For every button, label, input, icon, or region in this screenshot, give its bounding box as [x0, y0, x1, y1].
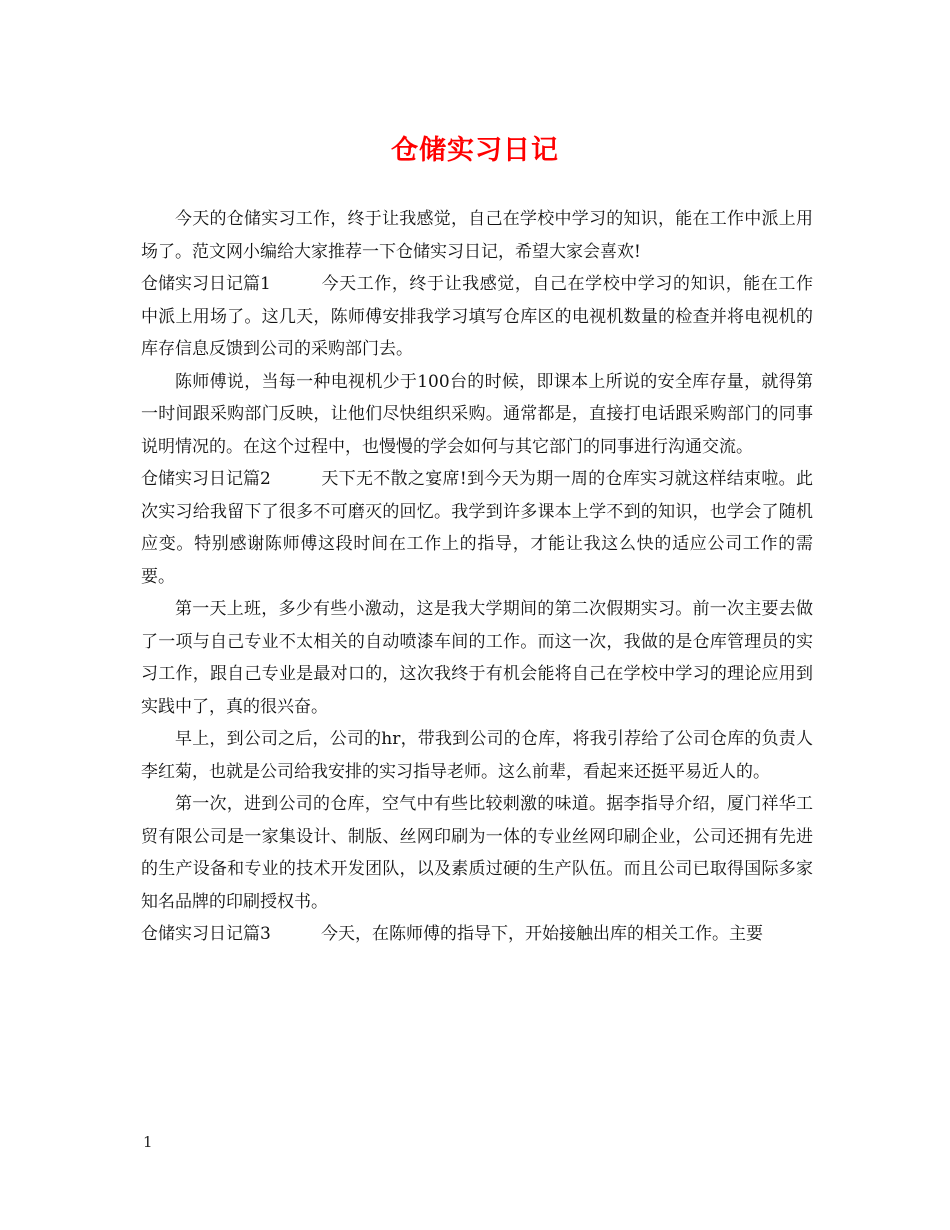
intro-paragraph: 今天的仓储实习工作，终于让我感觉，自己在学校中学习的知识，能在工作中派上用场了。范文网小编给大家推荐一下仓储实习日记，希望大家会喜欢!: [141, 209, 813, 262]
entry-label-2: 仓储实习日记篇2: [141, 469, 271, 489]
page-number: 1: [143, 1133, 153, 1151]
diary-paragraph-5: 早上，到公司之后，公司的hr，带我到公司的仓库，将我引荐给了公司仓库的负责人李红菊，也就是公司给我安排的实习指导老师。这么前辈，看起来还挺平易近人的。: [141, 729, 813, 782]
entry-label-1: 仓储实习日记篇1: [141, 274, 271, 294]
diary-entry-1: [141, 268, 813, 366]
entry-text-1: 今天工作，终于让我感觉，自己在学校中学习的知识，能在工作中派上用场了。这几天，陈师傅安排我学习填写仓库区的电视机数量的检查并将电视机的库存信息反馈到公司的采购部门去。: [141, 274, 813, 359]
diary-paragraph-6: 第一次，进到公司的仓库，空气中有些比较刺激的味道。据李指导介绍，厦门祥华工贸有限公司是一家集设计、制版、丝网印刷为一体的专业丝网印刷企业，公司还拥有先进的生产设备和专业的技术开发团队，以及素质过硬的生产队伍。而且公司已取得国际多家知名品牌的印刷授权书。: [141, 794, 813, 912]
entry-text-2: 天下无不散之宴席!到今天为期一周的仓库实习就这样结束啦。此次实习给我留下了很多不可磨灭的回忆。我学到许多课本上学不到的知识，也学会了随机应变。特别感谢陈师傅这段时间在工作上的指导，才能让我这么快的适应公司工作的需要。: [141, 469, 813, 587]
page-title: 仓储实习日记: [391, 135, 559, 166]
diary-paragraph-4: 第一天上班，多少有些小激动，这是我大学期间的第二次假期实习。前一次主要去做了一项与自己专业不太相关的自动喷漆车间的工作。而这一次，我做的是仓库管理员的实习工作，跟自己专业是最对口的，这次我终于有机会能将自己在学校中学习的理论应用到实践中了，真的很兴奋。: [141, 599, 813, 717]
entry-label-3: 仓储实习日记篇3: [141, 924, 271, 944]
document-body: [141, 203, 813, 951]
diary-entry-2: [141, 463, 813, 593]
diary-entry-3: [141, 918, 813, 951]
diary-paragraph-2: 陈师傅说，当每一种电视机少于100台的时候，即课本上所说的安全库存量，就得第一时间跟采购部门反映，让他们尽快组织采购。通常都是，直接打电话跟采购部门的同事说明情况的。在这个过程中，也慢慢的学会如何与其它部门的同事进行沟通交流。: [141, 371, 813, 457]
entry-text-3: 今天，在陈师傅的指导下，开始接触出库的相关工作。主要: [321, 924, 763, 944]
